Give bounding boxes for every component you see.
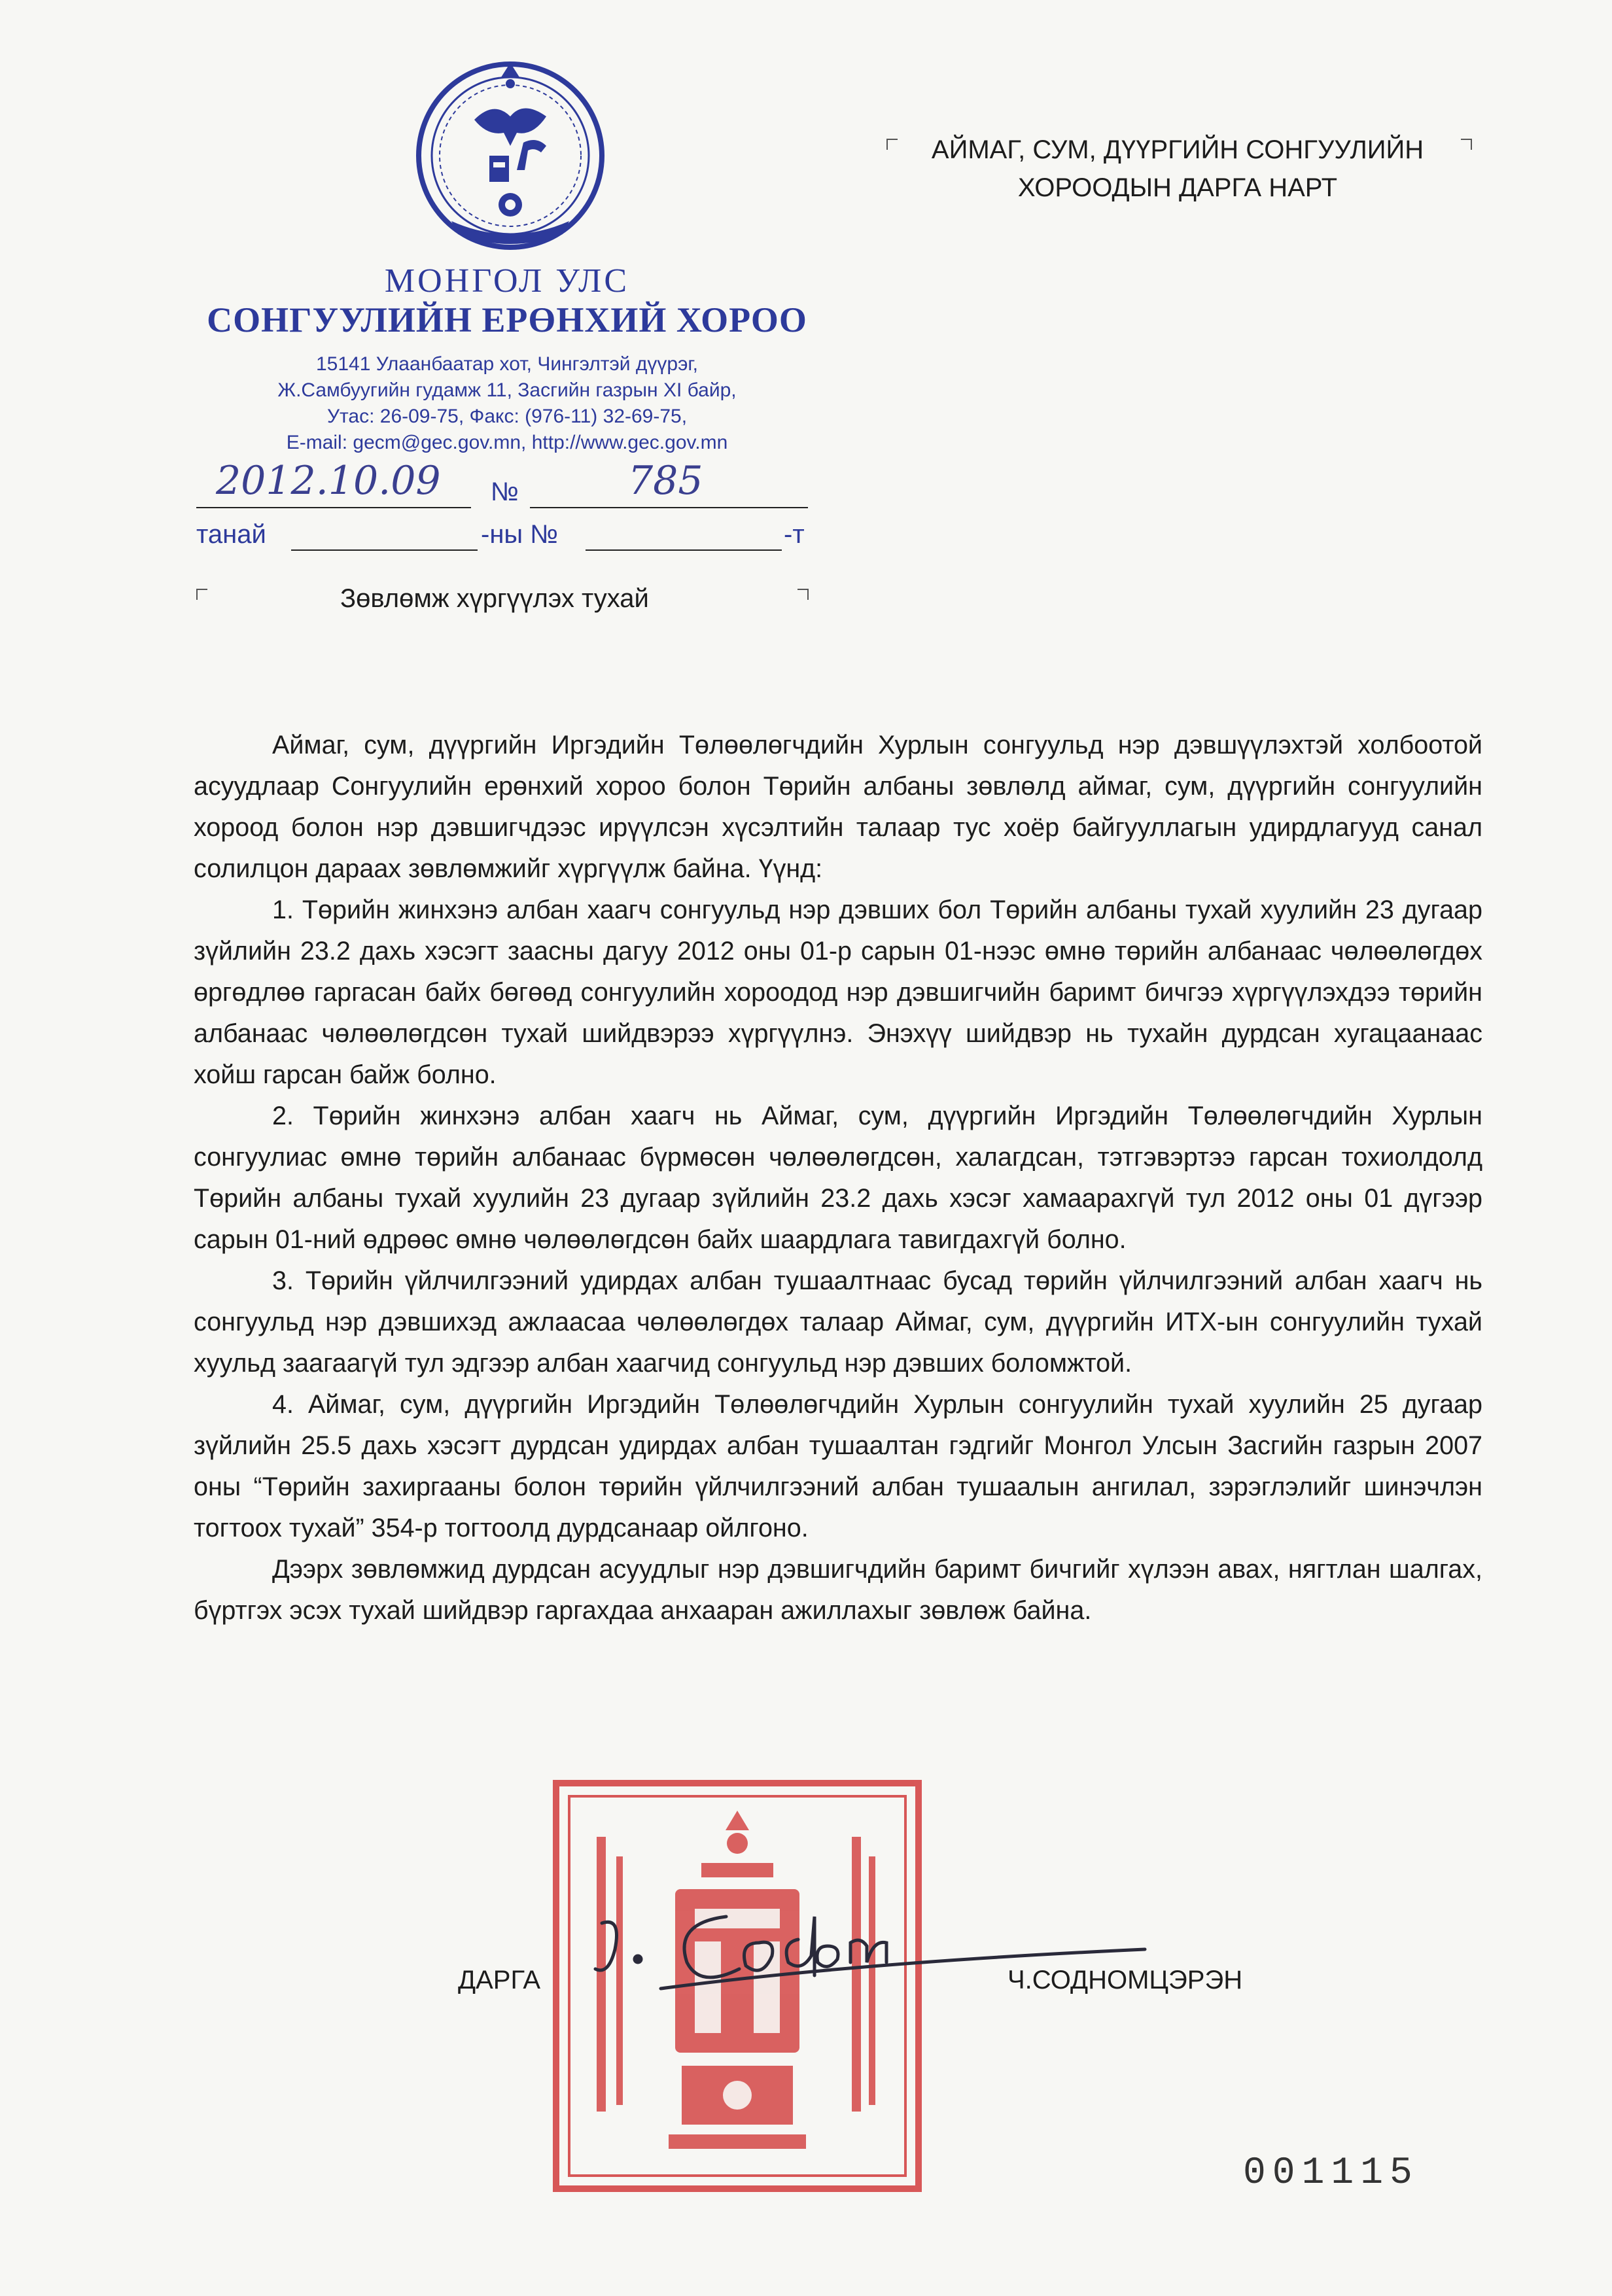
address-line-1: 15141 Улаанбаатар хот, Чингэлтэй дүүрэг, (315, 353, 698, 375)
reply-number-label: -ны № (481, 520, 559, 549)
addressee-block (890, 131, 1465, 207)
number-label: № (491, 478, 519, 506)
corner-mark-top-left (196, 589, 208, 600)
reply-number-underline (586, 549, 782, 551)
body-item-3: 3. Төрийн үйлчилгээний удирдах албан тушаалтнаас бусад төрийн үйлчилгээний албан хаагч нь сонгуульд нэр дэвшихэд ажлаасаа чөлөөлөгдөх талаар Аймаг, сум, дүүргийн ИТХ-ын сонгуулийн тухай хуульд заагаагүй тул эдгээр албан хаагчид сонгуульд нэр дэвших боломжтой. (194, 1266, 1482, 1378)
body-closing: Дээрх зөвлөмжид дурдсан асуудлыг нэр дэвшигчдийн баримт бичгийг хүлээн авах, нягтлан шалгах, бүртгэх эсэх тухай шийдвэр гаргахдаа анхааран ажиллахыг зөвлөж байна. (194, 1555, 1482, 1625)
body-item-1: 1. Төрийн жинхэнэ албан хаагч сонгуульд нэр дэвших бол Төрийн албаны тухай хуулийн 23 дугаар зүйлийн 23.2 дахь хэсэгт заасны дагуу 2012 оны 01-р сарын 01-нээс өмнө төрийн албанаас чөлөөлөгдөх өргөдлөө гаргасан байх бөгөөд сонгуулийн хороодод нэр дэвшигчийн баримт бичгээ хүргүүлэхдээ төрийн албанаас чөлөөлөгдсөн тухай шийдвэрээ хүргүүлнэ. Энэхүү шийдвэр нь тухайн дурдсан хугацаанаас хойш гарсан байж болно. (194, 896, 1482, 1089)
date-underline (196, 507, 471, 508)
number-underline (530, 507, 808, 508)
signatory-name: Ч.СОДНОМЦЭРЭН (1008, 1966, 1243, 1994)
addressee-line-2: ХОРООДЫН ДАРГА НАРТ (1017, 173, 1338, 202)
state-emblem-icon (412, 58, 608, 254)
signatory-title: ДАРГА (458, 1966, 541, 1994)
address-line-2: Ж.Самбуугийн гудамж 11, Засгийн газрын XI байр, (277, 379, 737, 401)
letter-date: 2012.10.09 (216, 458, 441, 504)
letter-body (194, 725, 1482, 1631)
signature-icon (576, 1884, 1151, 2015)
organization-name: СОНГУУЛИЙН ЕРӨНХИЙ ХОРОО (207, 300, 807, 339)
body-item-4: 4. Аймаг, сум, дүүргийн Иргэдийн Төлөөлөгчдийн Хурлын сонгуулийн тухай хуулийн 25 дугаар зүйлийн 25.5 дахь хэсэгт дурдсан удирдах албан тушаалтан гэдгийг Монгол Улсын Засгийн газрын 2007 оны “Төрийн захиргааны болон төрийн үйлчилгээний албан тушаалын ангилал, зэрэглэлийг шинэчлэн тогтоох тухай” 354-р тогтоолд дурдсанаар ойлгоно. (194, 1390, 1482, 1542)
corner-mark-top-right (797, 589, 809, 600)
country-name: МОНГОЛ УЛС (384, 262, 630, 300)
addressee-line-1: АЙМАГ, СУМ, ДҮҮРГИЙН СОНГУУЛИЙН (931, 135, 1424, 164)
phone-fax-line: Утас: 26-09-75, Факс: (976-11) 32-69-75, (326, 406, 688, 427)
email-web-line: E-mail: gecm@gec.gov.mn, http://www.gec.gov.mn (286, 432, 728, 453)
body-intro: Аймаг, сум, дүүргийн Иргэдийн Төлөөлөгчдийн Хурлын сонгуульд нэр дэвшүүлэхтэй холбоотой асуудлаар Сонгуулийн ерөнхий хороо болон Төрийн албаны зөвлөлд аймаг, сум, дүүргийн сонгуулийн хороод болон нэр дэвшигчдээс ирүүлсэн хүсэлтийн талаар тус хоёр байгууллагын удирдлагууд санал солилцон дараах зөвлөмжийг хүргүүлж байна. Үүнд: (194, 731, 1482, 883)
document-serial-number: 001115 (1243, 2152, 1419, 2195)
body-item-2: 2. Төрийн жинхэнэ албан хаагч нь Аймаг, сум, дүүргийн Иргэдийн Төлөөлөгчдийн Хурлын сонгуулиас өмнө төрийн албанаас бүрмөсөн чөлөөлөгдсөн, халагдсан, тэтгэвэртээ гарсан тохиолдолд Төрийн албаны тухай хуулийн 23 дугаар зүйлийн 23.2 дахь хэсэг хамаарахгүй тул 2012 оны 01 дүгээр сарын 01-ний өдрөөс өмнө чөлөөлөгдсөн байх шаардлага тавигдахгүй болно. (194, 1102, 1482, 1254)
letter-number: 785 (628, 458, 703, 504)
reply-date-underline (291, 549, 478, 551)
reply-suffix: -т (784, 520, 805, 549)
reply-prefix: танай (196, 520, 266, 549)
subject-line: Зөвлөмж хүргүүлэх тухай (340, 584, 649, 613)
